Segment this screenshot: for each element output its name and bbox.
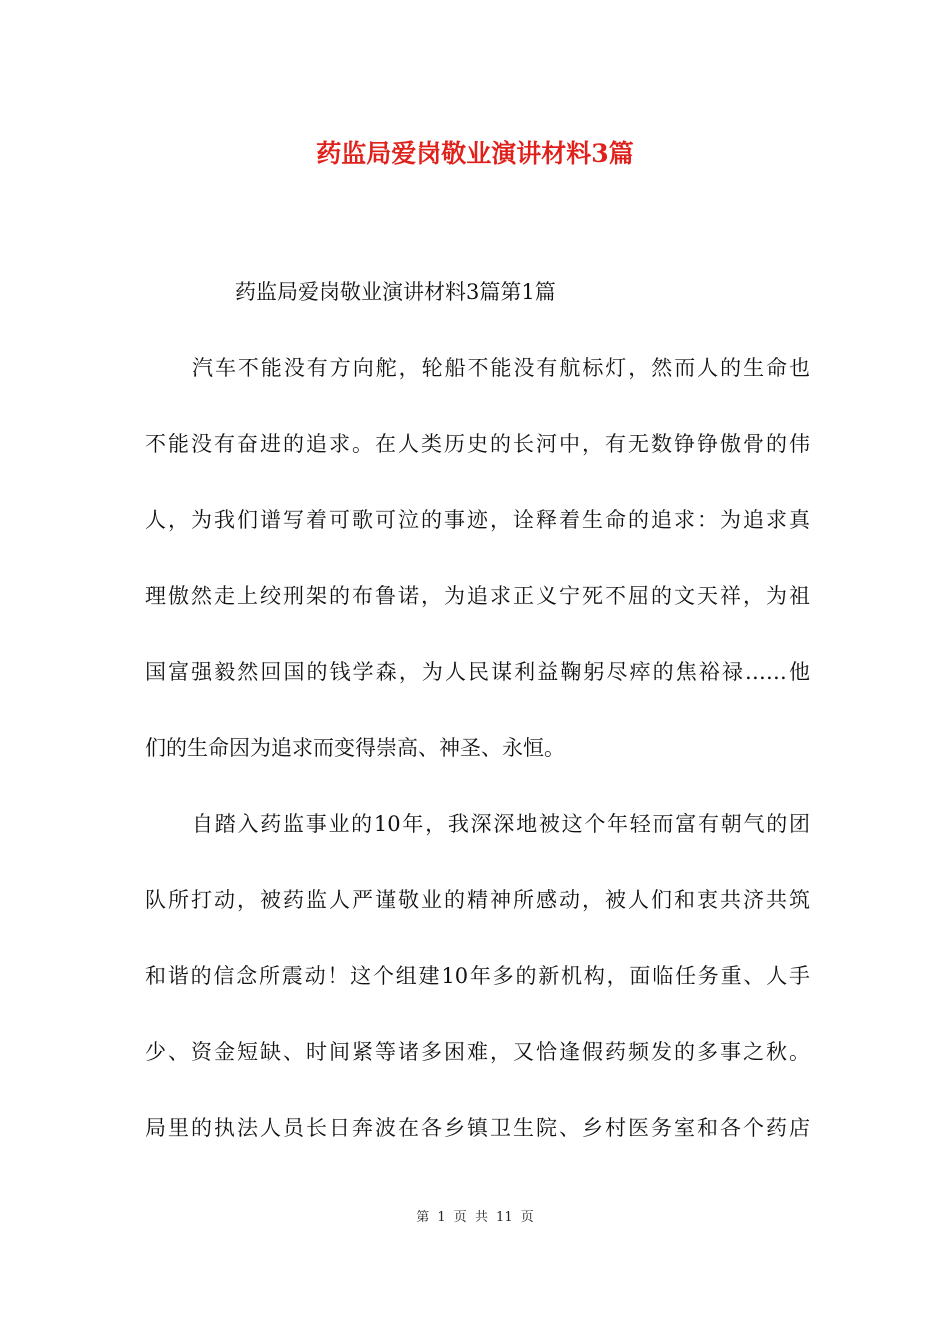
paragraph-line: 汽车不能没有方向舵，轮船不能没有航标灯，然而人的生命也 bbox=[192, 356, 810, 380]
section-subtitle: 药监局爱岗敬业演讲材料3篇第1篇 bbox=[235, 280, 556, 304]
paragraph-line: 理傲然走上绞刑架的布鲁诺，为追求正义宁死不屈的文天祥，为祖 bbox=[145, 584, 810, 608]
paragraph-line: 和谐的信念所震动！这个组建10年多的新机构，面临任务重、人手 bbox=[145, 964, 810, 988]
paragraph-line: 自踏入药监事业的10年，我深深地被这个年轻而富有朝气的团 bbox=[192, 812, 810, 836]
page-footer: 第 1 页 共 11 页 bbox=[416, 1210, 534, 1225]
paragraph-line: 国富强毅然回国的钱学森，为人民谋利益鞠躬尽瘁的焦裕禄……他 bbox=[145, 660, 810, 684]
paragraph-line: 队所打动，被药监人严谨敬业的精神所感动，被人们和衷共济共筑 bbox=[145, 888, 810, 912]
paragraph-line: 们的生命因为追求而变得崇高、神圣、永恒。 bbox=[145, 736, 565, 760]
paragraph-line: 不能没有奋进的追求。在人类历史的长河中，有无数铮铮傲骨的伟 bbox=[145, 432, 810, 456]
paragraph-line: 少、资金短缺、时间紧等诸多困难，又恰逢假药频发的多事之秋。 bbox=[145, 1040, 810, 1064]
paragraph-line: 局里的执法人员长日奔波在各乡镇卫生院、乡村医务室和各个药店 bbox=[145, 1116, 810, 1140]
document-title: 药监局爱岗敬业演讲材料3篇 bbox=[316, 139, 634, 168]
paragraph-line: 人，为我们谱写着可歌可泣的事迹，诠释着生命的追求：为追求真 bbox=[145, 508, 810, 532]
